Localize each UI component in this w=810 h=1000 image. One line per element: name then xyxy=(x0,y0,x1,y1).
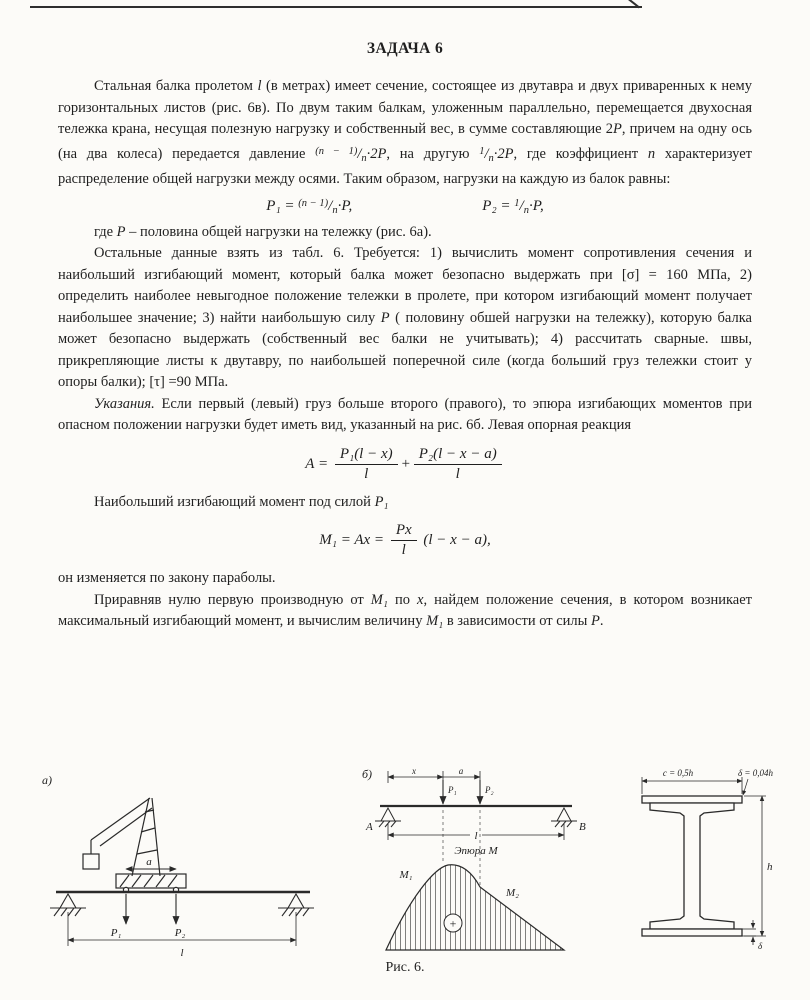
dim-x-label: x xyxy=(411,766,416,776)
figure-b-label: б) xyxy=(361,767,372,781)
span-l-label-b: l xyxy=(473,830,478,842)
var-P-tasks: P xyxy=(380,309,390,326)
var-2P: P xyxy=(613,121,622,137)
plus-sign: + xyxy=(400,455,411,472)
figure-c-cross-section xyxy=(612,766,782,961)
var-n: n xyxy=(647,145,656,162)
plate-width-dimension xyxy=(642,777,742,794)
load-P2-label-b: P₂ xyxy=(484,785,494,795)
var-M1b: M₁ xyxy=(426,613,444,629)
load-P1-label-b: P₁ xyxy=(447,785,457,795)
fraction-1-factor: ·2P xyxy=(366,145,387,162)
formula-moment-M1: M₁ = Ax = $\frac{Px}{l}$ (l − x − a), xyxy=(319,522,491,558)
figure-caption: Рис. 6. xyxy=(385,960,425,975)
support-B-label: B xyxy=(578,821,586,833)
plus-sign-label: + xyxy=(449,916,456,931)
wheel-load-arrows xyxy=(126,894,176,924)
formula-P1: $P_1 = ^{(n - 1)}/_n\cdot P$, xyxy=(266,197,353,216)
M1-label: M₁ xyxy=(399,869,412,881)
formula-reaction-A: A = $\frac{\text{P₁(l − x)}}{l}$ + $\frac{\text{P₂(l − x − a)}}{l}$ xyxy=(58,446,752,483)
var-P1: P₁ xyxy=(374,493,389,510)
M2-label: M₂ xyxy=(505,887,519,899)
fraction-2-factor: ·2P xyxy=(493,145,514,162)
document-content xyxy=(58,40,752,633)
paragraph-closing: Приравняв нулю первую производную от M₁ по x, найдем положение сечения, в котором возникает максимальный изгибающий момент, и вычислим величину M₁ в зависимости от силы P. xyxy=(58,591,752,629)
delta-leader xyxy=(743,779,748,795)
dim-a-label-b: a xyxy=(458,766,463,776)
var-l: l xyxy=(257,78,262,94)
support-A-label: A xyxy=(365,821,373,833)
dim-delta-bottom-label: δ xyxy=(758,941,763,951)
dim-h-label: h xyxy=(767,861,773,873)
paragraph-parabola: он изменяется по закону параболы. xyxy=(58,570,276,586)
dim-delta-top-label: δ = 0,04h xyxy=(738,768,774,778)
fraction-A1: $\frac{\text{P₁(l − x)}}{l}$ xyxy=(335,446,398,483)
epure-label: Эпюра М xyxy=(453,845,498,857)
paragraph-hints: Указания. Если первый (левый) груз больше второго (правого), то эпюра изгибающих моментов при опасном положении нагрузки будет иметь вид, указанный на рис. 6б. Левая опорная реакция xyxy=(58,395,752,433)
top-dimensions xyxy=(388,771,480,783)
paragraph-intro xyxy=(58,76,752,191)
load-P2-label: P₂ xyxy=(174,927,186,939)
intro-text-1: Стальная балка пролетом xyxy=(94,78,258,94)
var-M1: M₁ xyxy=(370,591,388,608)
var-x: x xyxy=(417,591,424,608)
fraction-2-numerator: 1 xyxy=(479,145,485,157)
inline-fraction-1 xyxy=(315,146,366,162)
intro-text-4: , на другую xyxy=(386,145,480,162)
paragraph-where: где P – половина общей нагрузки на тележку (рис. 6а). xyxy=(94,223,432,240)
moment-diagram-shape xyxy=(386,865,564,950)
crane-drawing xyxy=(83,798,186,893)
figure-b-moment-diagram xyxy=(358,766,593,961)
fraction-1-slash: / xyxy=(357,145,362,162)
hints-lead: Указания. xyxy=(94,395,155,412)
dim-c-label: c = 0,5h xyxy=(662,768,694,778)
fraction-A2: $\frac{\text{P₂(l − x − a)}}{l}$ xyxy=(414,446,502,483)
dim-a-label: a xyxy=(146,856,152,868)
paragraph-max-moment: Наибольший изгибающий момент под силой P₁ xyxy=(94,493,389,510)
fraction-1-denominator: n xyxy=(361,152,367,164)
scan-artifact-top-line xyxy=(30,6,642,8)
formula-wheel-loads xyxy=(58,198,752,216)
fraction-2-slash: / xyxy=(484,145,489,162)
formula-P2: $P_2 = ^1/_n\cdot P$, xyxy=(482,197,544,216)
figure-a-label: а) xyxy=(42,773,52,787)
intro-text-5: , где коэффициент xyxy=(513,145,648,162)
paragraph-tasks: Остальные данные взять из табл. 6. Требуется: 1) вычислить момент сопротивления сечения и наибольший изгибающий момент, который балка может безопасно выдержать при [σ] = 160 МПа, 2) определить наиболее невыгодное положение тележки в пролете, при котором изгибающий момент получает наибольшее значение; 3) найти наибольшую силу P ( половину обшей нагрузки на тележку), которую балка может безопасно выдержать (собственный вес балки не учитывать); 4) рассчитать сварные. швы, прикрепляющие листы к двутавру, по наибольшей поперечной силе (когда больший груз тележки стоит у опоры балки); [τ] =90 МПа. xyxy=(58,245,752,390)
fraction-1-numerator: (n − 1) xyxy=(315,145,358,157)
fraction-2-denominator: n xyxy=(488,152,494,164)
inline-fraction-2 xyxy=(479,146,494,162)
span-l-label: l xyxy=(180,947,184,959)
intro-text-6: характеризует распределение общей нагрузки между осями. Таким образом, нагрузки на каждую из балок равны: xyxy=(58,145,752,187)
section-outline xyxy=(642,796,742,936)
var-P: P xyxy=(116,223,126,240)
fraction-M: $\frac{Px}{l}$ xyxy=(391,522,417,559)
intro-text-2: (в метрах) имеет сечение, состоящее из двутавра и двух приваренных к нему горизонтальных листов (рис. 6в). По двум таким балкам, уложенным параллельно, перемещается двухосная тележка крана, несущая полезную нагрузку и собственный вес, в сумме составляющие 2 xyxy=(58,78,752,137)
load-P1-label: P₁ xyxy=(110,927,122,939)
intro-text-3: , причем на одну ось (на два колеса) передается давление xyxy=(58,121,752,162)
figure-6-row xyxy=(28,766,782,961)
figure-a-crane xyxy=(28,766,338,961)
problem-title: ЗАДАЧА 6 xyxy=(366,40,444,57)
height-dimension xyxy=(744,796,766,936)
var-P-closing: P xyxy=(591,613,600,629)
plate-thickness-dimension xyxy=(742,920,756,945)
